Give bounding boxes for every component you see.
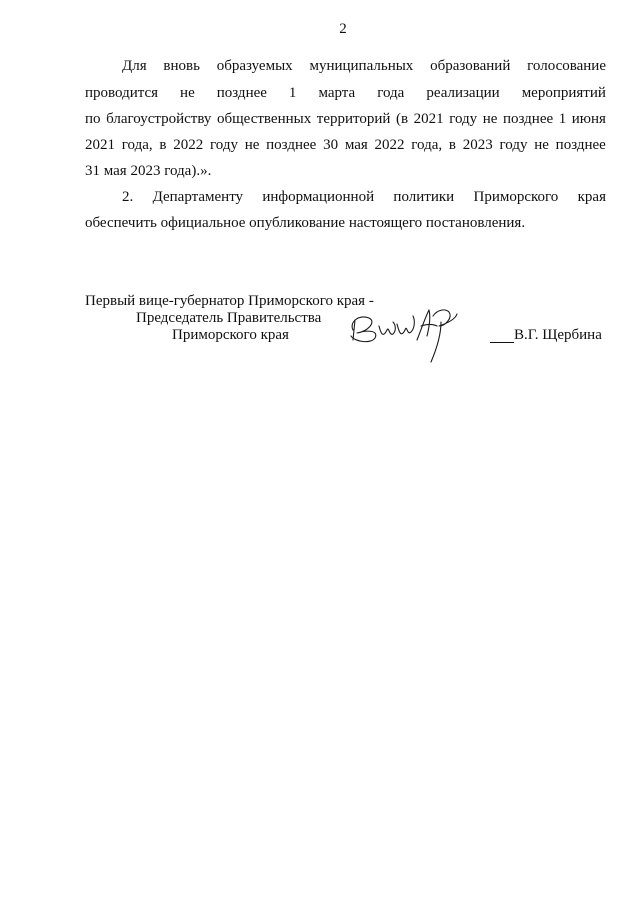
- word: 2022: [374, 137, 405, 153]
- word: реализации: [426, 85, 500, 101]
- page-number: 2: [339, 21, 347, 37]
- word: общественных: [216, 111, 312, 127]
- word: 2.: [122, 189, 134, 205]
- word: муниципальных: [309, 58, 414, 74]
- word: образований: [430, 58, 511, 74]
- word: края: [577, 189, 606, 205]
- word: не: [244, 137, 260, 153]
- signatory-title-line-1: Первый вице-губернатор Приморского края -: [85, 293, 374, 309]
- word: года,: [121, 137, 153, 153]
- word: информационной: [262, 189, 375, 205]
- word: году: [209, 137, 238, 153]
- word: года,: [411, 137, 443, 153]
- word: года: [377, 85, 405, 101]
- word: Департаменту: [152, 189, 244, 205]
- word: Для: [122, 58, 147, 74]
- paragraph-1-line-3: [85, 110, 606, 128]
- paragraph-1-line-1: [122, 57, 606, 75]
- word: голосование: [527, 58, 606, 74]
- word: мероприятий: [521, 85, 606, 101]
- word: позднее: [555, 137, 606, 153]
- word: 1: [558, 111, 567, 127]
- paragraph-1-line-5: 31 мая 2023 года).».: [85, 163, 212, 179]
- word: вновь: [163, 58, 200, 74]
- word: территорий: [316, 111, 391, 127]
- word: по: [85, 111, 101, 127]
- handwritten-signature: [345, 300, 475, 370]
- word: проводится: [85, 85, 159, 101]
- word: в: [448, 137, 456, 153]
- word: позднее: [266, 137, 317, 153]
- word: 1: [288, 85, 297, 101]
- word: марта: [318, 85, 356, 101]
- word: не: [534, 137, 549, 153]
- word: образуемых: [216, 58, 293, 74]
- word: 30: [323, 137, 339, 153]
- word: 2022: [173, 137, 204, 153]
- signatory-title-line-2: Председатель Правительства: [136, 310, 322, 326]
- word: политики: [393, 189, 455, 205]
- word: году: [499, 137, 528, 153]
- paragraph-1-line-2: [85, 84, 606, 102]
- word: позднее: [502, 111, 554, 127]
- word: 2021: [413, 111, 444, 127]
- signatory-title-line-3: Приморского края: [172, 327, 289, 343]
- word: 2021: [85, 137, 115, 153]
- word: не: [482, 111, 498, 127]
- word: (в: [395, 111, 409, 127]
- signatory-name: В.Г. Щербина: [514, 327, 602, 343]
- word: 2023: [462, 137, 493, 153]
- paragraph-2-line-1: [122, 188, 606, 206]
- signature-line: [490, 342, 514, 343]
- word: июня: [571, 111, 606, 127]
- word: в: [159, 137, 167, 153]
- word: благоустройству: [106, 111, 212, 127]
- paragraph-2-line-2: обеспечить официальное опубликование настоящего постановления.: [85, 215, 526, 231]
- paragraph-1-line-4: [85, 136, 606, 154]
- word: мая: [344, 137, 368, 153]
- word: позднее: [216, 85, 267, 101]
- word: году: [449, 111, 478, 127]
- word: Приморского: [473, 189, 559, 205]
- word: не: [180, 85, 195, 101]
